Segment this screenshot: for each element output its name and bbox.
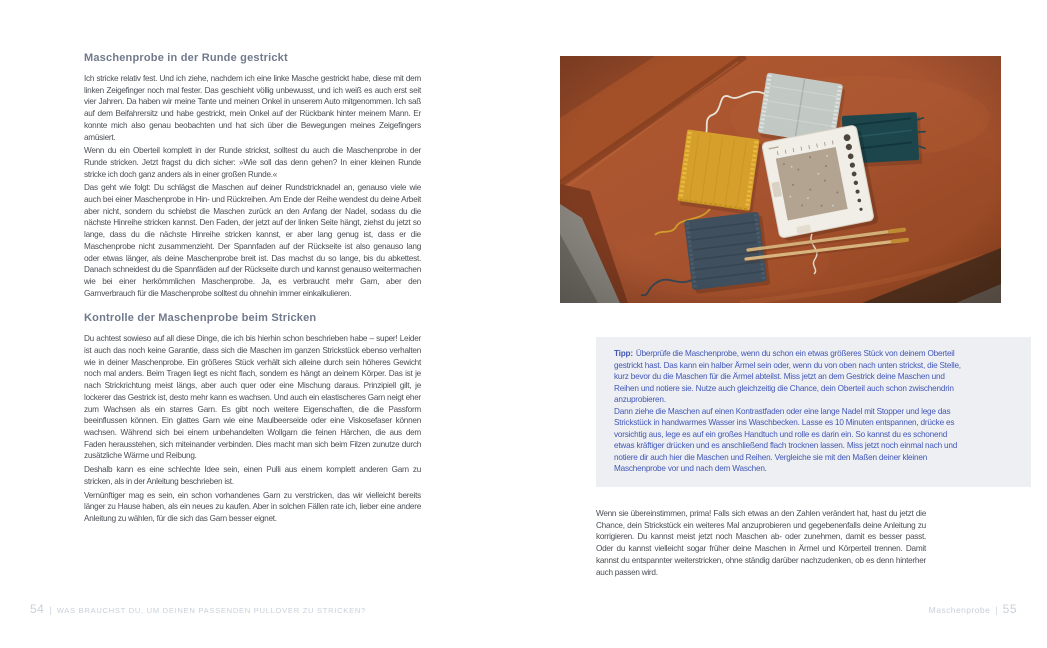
- tip-label: Tipp:: [614, 349, 633, 358]
- body-paragraph: Ich stricke relativ fest. Und ich ziehe, nachdem ich eine linke Masche gestrickt habe, diese mit dem linken Zeigefinger noch mal fester. Das geschieht völlig unbewusst, und ich weiß es auch erst seit vier Jahren. Da haben wir meine Tante und meinen Onkel in unserem Auto mitgenommen. Ich saß auf dem Beifahrersitz und habe gestrickt, mein Onkel auf der Rückbank hinter meinem Mann. Er konnte mich also genau beobachten und hat sich über die Bewegungen meines Zeigefingers amüsiert.: [84, 74, 421, 142]
- body-paragraph: Vernünftiger mag es sein, ein schon vorhandenes Garn zu verstricken, das wir vielleicht bereits länger zu Hause haben, als ein neues zu kaufen. Aber in solchen Fällen rate ich, lieber eine andere Anleitung zu wählen, für die sich das Garn besser eignet.: [84, 490, 421, 523]
- body-paragraph: Das geht wie folgt: Du schlägst die Maschen auf deiner Rundstricknadel an, genauso viele wie auch bei einer Maschenprobe in Hin- und Rückreihen. Am Ende der Reihe wendest du deine Arbeit aber nicht, sondern du schiebst die Maschen zurück an den Anfang der Nadel, sodass du die nächste Hinreihe stricken kannst. Den Faden, der jetzt auf der linken Seite hängt, ziehst du jetzt so lange, dass du die nächste Hinreihe stricken kannst, er aber lang genug ist, dass er die Maschenprobe nicht zusammenzieht. Der Spannfaden auf der Rückseite ist also genauso lang oder etwas länger, als deine Maschenprobe breit ist. Das machst du so lange, bis du abkettest. Danach schneidest du die Spannfäden auf der Rückseite durch und kannst genauso weitermachen wie bei einer herkömmlichen Maschenprobe. Ja, es verbraucht mehr Garn, aber den Garnverbrauch für die Maschenprobe solltest du ohnehin immer einkalkulieren.: [84, 183, 421, 298]
- left-text-column: [84, 52, 421, 527]
- tip-paragraph: Dann ziehe die Maschen auf einen Kontrastfaden oder eine lange Nadel mit Stopper und lege das Strickstück in handwarmes Wasser ins Waschbecken. Lasse es 10 Minuten entspannen, drücke es vorsichtig aus, lege es auf ein großes Handtuch und rolle es darin ein. So kannst du es schonend etwas kräftiger drücken und es anschließend flach trocknen lassen. Miss jetzt noch einmal nach und notiere dir auch hier die Maschen und Reihen. Vergleiche sie mit den Maßen deiner kleinen Maschenprobe vor und nach dem Waschen.: [614, 406, 958, 473]
- body-paragraph: Du achtest sowieso auf all diese Dinge, die ich bis hierhin schon beschrieben habe – super! Leider ist auch das noch keine Garantie, dass sich die Maschen im ganzen Strickstück ebenso verhalten wie in deiner Maschenprobe. Ein größeres Stück verhält sich alleine durch sein höheres Gewicht noch mal anders. Beim Tragen liegt es nicht flach, sondern es hängt an deinem Körper. Das ist je nach Strickrichtung meist längs, aber auch quer oder eine Mischung daraus. Prinzipiell gilt, je lockerer das Gestrick ist, desto mehr kann es wachsen. Und auch ein elastischeres Garn neigt eher zum Wachsen als ein starres Garn. Es gibt noch weitere Eigenschaften, die die Passform beeinflussen können. Ein glattes Garn wie eine Maulbeerseide oder eine Viskosefaser können wachsen. Während sich bei einem unbehandelten Wollgarn die feinen Härchen, die aus dem Faden herausstehen, sich miteinander verbinden. Dies macht man sich beim Filzen zunutze durch zusätzliche Wärme und Reibung.: [84, 334, 421, 461]
- section-heading-check-swatch: Kontrolle der Maschenprobe beim Stricken: [84, 312, 317, 325]
- page-footer-right: [929, 600, 1017, 618]
- photo-illustration: [560, 56, 1001, 303]
- tip-paragraph: [614, 348, 962, 406]
- page-number: 55: [1002, 602, 1017, 616]
- photo-knitting-swatches: [560, 56, 1001, 303]
- chapter-title: Maschenprobe: [928, 605, 991, 615]
- tip-text: Überprüfe die Maschenprobe, wenn du schon ein etwas größeres Stück von deinem Oberteil gestrickt hast. Das kann ein halber Ärmel sein oder, wenn du von oben nach unten strickst, die Stelle, kurz bevor du die Maschen für die Ärmel abteilst. Miss jetzt an dem Gestrick deine Maschen und Reihen und notiere sie. Nutze auch gleichzeitig die Chance, dein Oberteil auch schon zwischendrin anzuprobieren.: [614, 349, 961, 404]
- running-title: WAS BRAUCHST DU, UM DEINEN PASSENDEN PULLOVER ZU STRICKEN?: [56, 606, 366, 615]
- tip-box: [596, 337, 1031, 487]
- body-paragraph: Wenn du ein Oberteil komplett in der Runde strickst, solltest du auch die Maschenprobe in der Runde stricken. Jetzt fragst du dich sicher: »Wie soll das denn gehen? In einer kleinen Runde stricke ich doch ganz anders als in einer großen Runde.«: [84, 146, 421, 179]
- section-heading-round-swatch: Maschenprobe in der Runde gestrickt: [84, 52, 288, 64]
- page-number: 54: [30, 602, 45, 616]
- footer-separator: |: [49, 605, 52, 615]
- body-paragraph: Deshalb kann es eine schlechte Idee sein, einen Pulli aus einem komplett anderen Garn zu stricken, als in der Anleitung beschrieben ist.: [84, 465, 421, 486]
- footer-separator: |: [995, 605, 998, 615]
- body-paragraph: Wenn sie übereinstimmen, prima! Falls sich etwas an den Zahlen verändert hat, hast du jetzt die Chance, dein Strickstück ein weiteres Mal anzuprobieren und gegebenenfalls deine Anleitung zu korrigieren. Du kannst meist jetzt noch Maschen ab- oder zunehmen, damit es besser passt. Oder du kannst vielleicht sogar früher deine Maschen in Ärmel und Körperteil trennen. Damit kannst du entspannter weiterstricken, ohne ständig darüber nachzudenken, ob es denn hinterher auch passen wird.: [596, 509, 926, 577]
- page-footer-left: [30, 600, 366, 618]
